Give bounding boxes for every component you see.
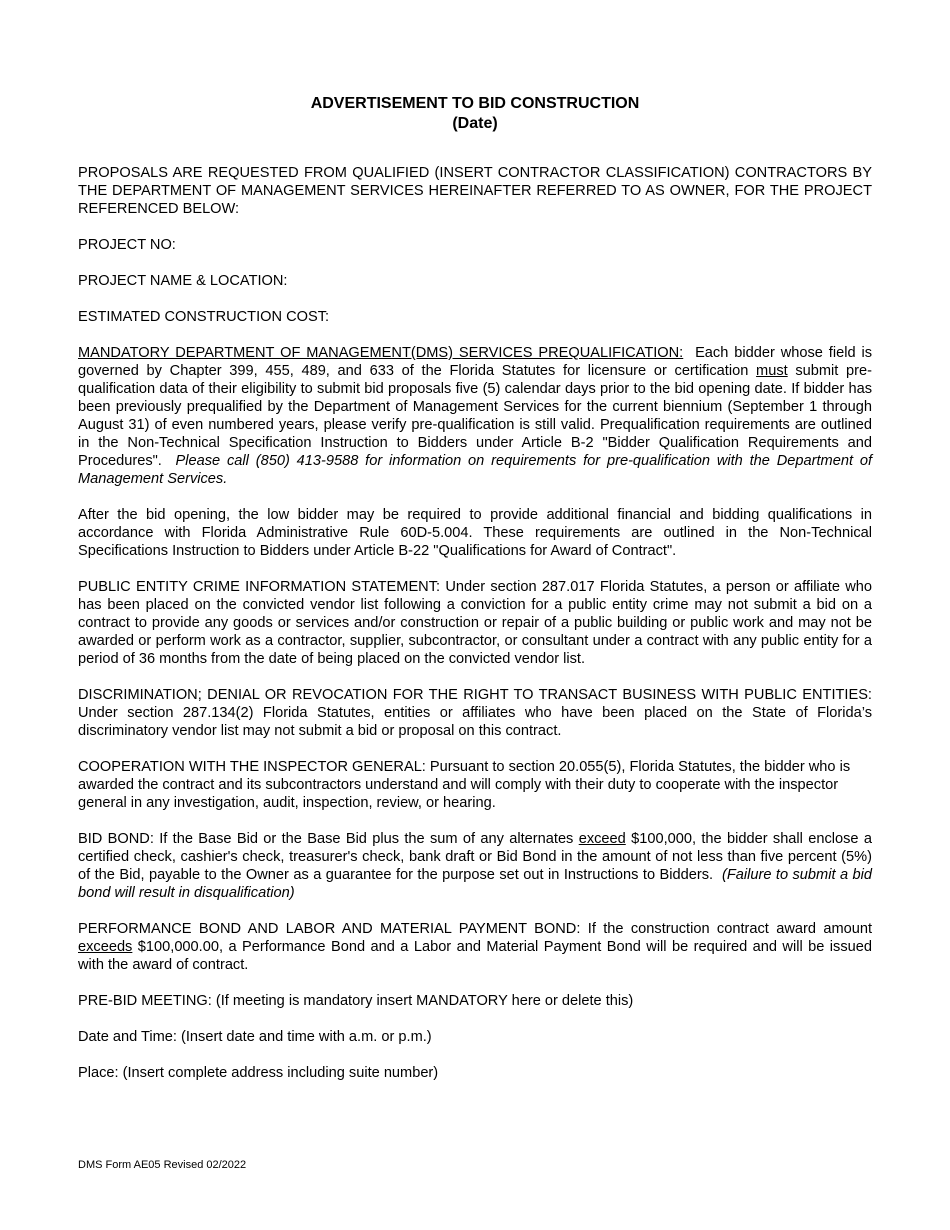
must-emphasis: must — [756, 363, 788, 379]
estimated-cost-label: ESTIMATED CONSTRUCTION COST: — [78, 309, 330, 325]
bid-bond-text-2: $100,000, the bidder shall enclose a certified check, cashier's check, treasurer's check, bank draft or Bid Bond in the amount of not less than five percent (5%) of the Bid, payable to the Owner as a guarantee for the purpose set out in Instructions to Bidders. — [78, 831, 872, 883]
public-entity-crime-paragraph: PUBLIC ENTITY CRIME INFORMATION STATEMENT: Under section 287.017 Florida Statutes, a person or affiliate who has been placed on the convicted vendor list following a conviction for a public entity crime may not submit a bid on a contract to provide any goods or services and/or construction or repair of a public building or public work and may not be awarded or perform work as a contractor, supplier, subcontractor, or consultant under a contract with any public entity for a period of 36 months from the date of being placed on the convicted vendor list. — [78, 579, 872, 667]
prequalification-paragraph — [78, 344, 872, 488]
performance-bond-text-2: $100,000.00, a Performance Bond and a Labor and Material Payment Bond will be required and will be issued with the award of contract. — [78, 939, 872, 973]
after-bid-paragraph: After the bid opening, the low bidder may be required to provide additional financial and bidding qualifications in accordance with Florida Administrative Rule 60D-5.004. These requirements are outlined in the Non-Technical Specifications Instruction to Bidders under Article B-22 "Qualifications for Award of Contract". — [78, 507, 872, 559]
prequalification-text-2: submit pre-qualification data of their eligibility to submit bid proposals five (5) calendar days prior to the bid opening date. If bidder has been previously prequalified by the Department of Management Services for the current biennium (September 1 through August 31) of even numbered years, please verify pre-qualification is still valid. Prequalification requirements are outlined in the Non-Technical Specification Instruction to Bidders under Article B-2 "Bidder Qualification Requirements and Procedures". — [78, 363, 873, 469]
inspector-general-paragraph: COOPERATION WITH THE INSPECTOR GENERAL: Pursuant to section 20.055(5), Florida Statutes, the bidder who is awarded the contract and its subcontractors understand and will comply with their duty to cooperate with the inspector general in any investigation, audit, inspection, review, or hearing. — [78, 759, 851, 811]
project-no-label: PROJECT NO: — [78, 237, 176, 253]
performance-bond-text-1: PERFORMANCE BOND AND LABOR AND MATERIAL PAYMENT BOND: If the construction contract award amount — [78, 921, 872, 937]
exceeds-emphasis: exceeds — [78, 939, 133, 955]
pre-bid-meeting-label: PRE-BID MEETING: (If meeting is mandatory insert MANDATORY here or delete this) — [78, 993, 634, 1009]
document-date: (Date) — [452, 115, 498, 132]
bid-bond-failure-note: (Failure to submit a bid bond will result in disqualification) — [78, 867, 872, 901]
form-footer: DMS Form AE05 Revised 02/2022 — [78, 1159, 247, 1171]
place-label: Place: (Insert complete address including suite number) — [78, 1065, 439, 1081]
document-body — [78, 94, 872, 1082]
document-title: ADVERTISEMENT TO BID CONSTRUCTION — [310, 95, 640, 112]
prequalification-heading: MANDATORY DEPARTMENT OF MANAGEMENT(DMS) SERVICES PREQUALIFICATION: — [78, 345, 684, 361]
prequalification-text-1: Each bidder whose field is governed by Chapter 399, 455, 489, and 633 of the Florida Statutes for licensure or certification — [78, 345, 873, 379]
project-name-label: PROJECT NAME & LOCATION: — [78, 273, 288, 289]
bid-bond-text-1: BID BOND: If the Base Bid or the Base Bid plus the sum of any alternates — [78, 831, 574, 847]
discrimination-paragraph: DISCRIMINATION; DENIAL OR REVOCATION FOR THE RIGHT TO TRANSACT BUSINESS WITH PUBLIC ENTITIES: Under section 287.134(2) Florida Statutes, entities or affiliates who have been placed on the State of Florida’s discriminatory vendor list may not submit a bid or proposal on this contract. — [78, 687, 872, 739]
bid-bond-paragraph — [78, 830, 872, 902]
prequalification-phone-note: Please call (850) 413-9588 for information on requirements for pre-qualification with the Department of Management Services. — [78, 453, 872, 487]
date-time-label: Date and Time: (Insert date and time with a.m. or p.m.) — [78, 1029, 432, 1045]
performance-bond-paragraph — [78, 920, 872, 974]
exceed-emphasis: exceed — [578, 831, 626, 847]
intro-paragraph: PROPOSALS ARE REQUESTED FROM QUALIFIED (INSERT CONTRACTOR CLASSIFICATION) CONTRACTORS BY THE DEPARTMENT OF MANAGEMENT SERVICES HEREINAFTER REFERRED TO AS OWNER, FOR THE PROJECT REFERENCED BELOW: — [78, 165, 872, 217]
